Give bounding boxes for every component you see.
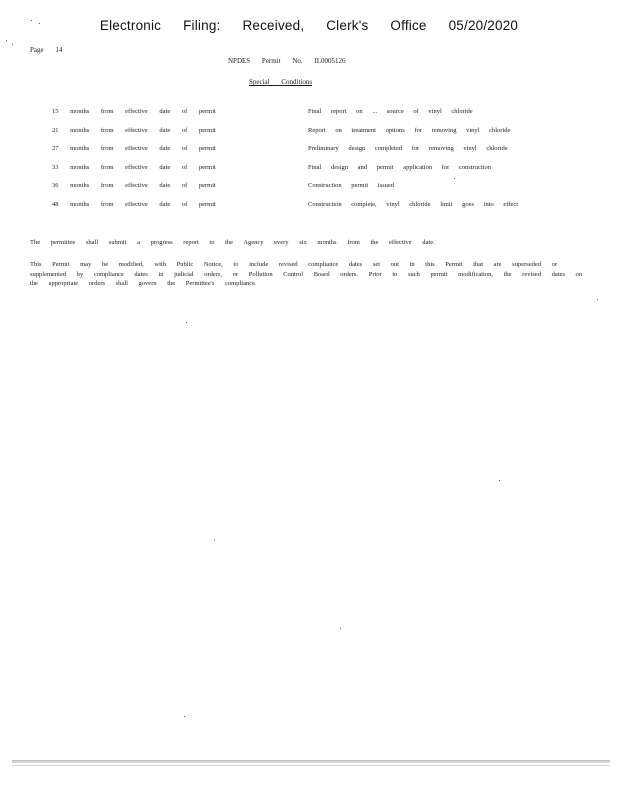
schedule-row [0,164,618,183]
schedule-timeframe: 21 months from effective date of permit [52,126,216,134]
schedule-milestone: Preliminary design completed for removing vinyl chloride [308,145,508,152]
schedule-row [0,127,618,146]
compliance-schedule [0,108,618,219]
schedule-timeframe: 48 months from effective date of permit [52,200,216,208]
page-bottom-rule-shadow [12,765,610,766]
progress-report-paragraph: The permittee shall submit a progress report to the Agency every six months from the effective date. [30,239,435,246]
page-number: Page 14 [30,46,63,54]
schedule-row [0,145,618,164]
schedule-milestone: Report on treatment options for removing vinyl chloride [308,126,511,134]
schedule-timeframe: 36 months from effective date of permit [52,182,216,189]
schedule-milestone: Final design and permit application for construction [308,163,492,171]
schedule-timeframe: 33 months from effective date of permit [52,163,216,171]
schedule-row [0,108,618,127]
schedule-row [0,201,618,220]
schedule-milestone: Construction permit issued [308,182,395,189]
schedule-milestone: Construction complete, vinyl chloride limit goes into effect [308,200,519,208]
schedule-milestone: Final report on ... source of vinyl chloride [308,108,473,115]
schedule-row [0,182,618,201]
schedule-timeframe: 15 months from effective date of permit [52,108,216,115]
permit-number: NPDES Permit No. IL0005126 [228,57,346,65]
permit-modification-paragraph: This Permit may be modified, with Public Notice, to include revised compliance dates set out in this Permit that are superseded or supplemented by compliance dates in judicial orders, or Pollution Control Board orders. Prior to such permit modification, the revised dates on the appropriate orders shall govern the Permittee's compliance. [30,261,583,287]
page-bottom-rule [12,760,610,763]
electronic-filing-stamp: Electronic Filing: Received, Clerk's Office 05/20/2020 [99,18,519,33]
schedule-timeframe: 27 months from effective date of permit [52,145,216,152]
special-conditions-title: Special Conditions [249,78,313,86]
